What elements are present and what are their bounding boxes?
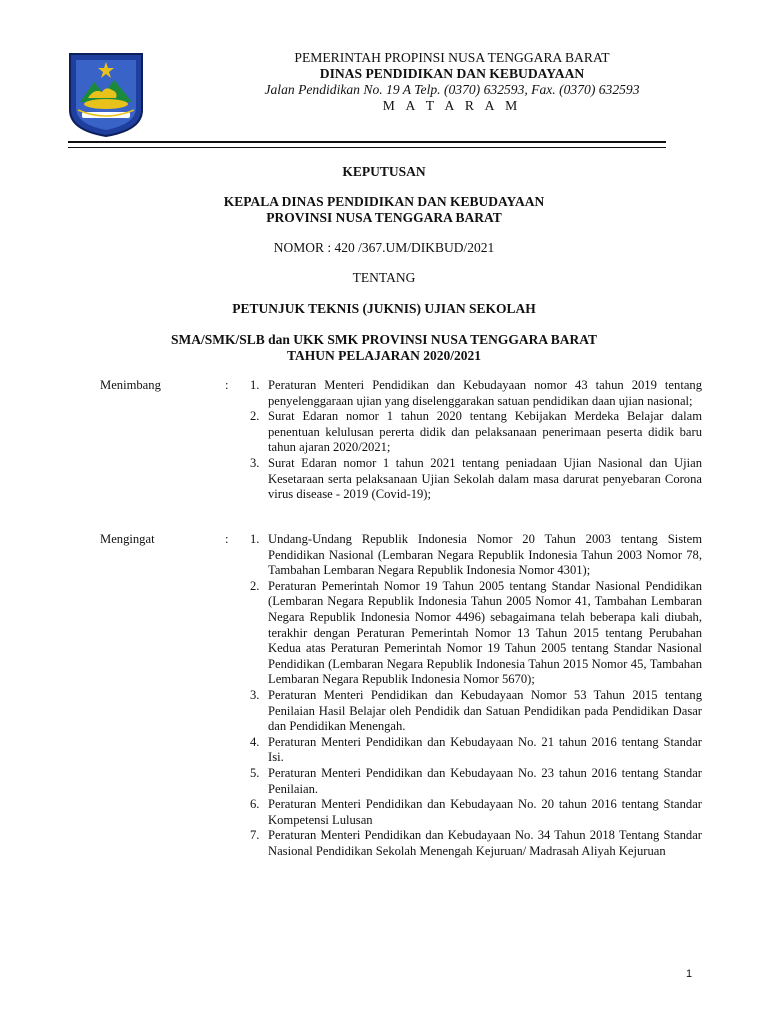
section-label: Menimbang <box>100 378 161 392</box>
item-number: 2. <box>250 409 260 424</box>
list-item <box>250 797 702 828</box>
letterhead-rule-thin <box>68 147 666 148</box>
section-colon: : <box>225 378 229 392</box>
item-text: Peraturan Pemerintah Nomor 19 Tahun 2005 tentang Standar Nasional Pendidikan (Lembaran Negara Republik Indonesia Tahun 2005 Nomor 41, Tambahan Lembaran Negara Republik Indonesia Nomor 4496) sebagaimana telah beberapa kali diubah, terakhir dengan Peraturan Pemerintah Nomor 13 Tahun 2015 tentang Perubahan Kedua atas Peraturan Pemerintah Nomor 19 Tahun 2005 tentang Standar Nasional Pendidikan (Lembaran Negara Republik Indonesia Tahun 2015 Nomor 45, Tambahan Lembaran Negara Republik Indonesia Nomor 5670); <box>268 578 702 687</box>
section-colon: : <box>225 532 229 546</box>
decree-heading: KEPUTUSAN <box>342 164 426 179</box>
item-text: Peraturan Menteri Pendidikan dan Kebudayaan No. 20 tahun 2016 tentang Standar Kompetensi Lulusan <box>268 797 702 827</box>
letterhead-city: M A T A R A M <box>382 98 522 113</box>
letterhead <box>252 50 652 114</box>
list-item <box>250 456 702 503</box>
decree-number: NOMOR : 420 /367.UM/DIKBUD/2021 <box>273 240 495 255</box>
item-number: 1. <box>250 532 260 546</box>
item-text: Peraturan Menteri Pendidikan dan Kebudayaan nomor 43 tahun 2019 tentang penyelenggaraan ujian yang diselenggarakan satuan pendidikan daan ujian nasional; <box>268 378 702 408</box>
item-number: 6. <box>250 797 260 812</box>
letterhead-address: Jalan Pendidikan No. 19 A Telp. (0370) 632593, Fax. (0370) 632593 <box>264 82 640 97</box>
item-text: Peraturan Menteri Pendidikan dan Kebudayaan No. 34 Tahun 2018 Tentang Standar Nasional Pendidikan Sekolah Menengah Kejuruan/ Madrasah Aliyah Kejuruan <box>268 828 702 858</box>
subject-line-3: TAHUN PELAJARAN 2020/2021 <box>286 348 481 363</box>
provincial-emblem-logo <box>68 52 144 138</box>
page-number: 1 <box>686 968 693 980</box>
item-number: 4. <box>250 734 260 749</box>
item-text: Undang-Undang Republik Indonesia Nomor 20 Tahun 2003 tentang Sistem Pendidikan Nasional (Lembaran Negara Republik Indonesia Tahun 2003 Nomor 78, Tambahan Lembaran Negara Republik Indonesia Nomor 4301); <box>268 532 702 578</box>
legal-basis-list <box>250 532 702 859</box>
list-item <box>250 579 702 688</box>
item-number: 7. <box>250 828 260 843</box>
item-number: 3. <box>250 687 260 702</box>
considerations-list <box>250 378 702 503</box>
list-item <box>250 766 702 797</box>
letterhead-agency: DINAS PENDIDIKAN DAN KEBUDAYAAN <box>319 66 585 81</box>
letterhead-government: PEMERINTAH PROPINSI NUSA TENGGARA BARAT <box>294 50 610 65</box>
item-text: Peraturan Menteri Pendidikan dan Kebudayaan No. 21 tahun 2016 tentang Standar Isi. <box>268 734 702 765</box>
list-item <box>250 378 702 409</box>
item-number: 1. <box>250 378 260 392</box>
subject-line-2: SMA/SMK/SLB dan UKK SMK PROVINSI NUSA TENGGARA BARAT <box>171 332 597 347</box>
list-item <box>250 735 702 766</box>
section-label: Mengingat <box>100 532 155 546</box>
list-item <box>250 532 702 579</box>
item-text: Peraturan Menteri Pendidikan dan Kebudayaan Nomor 53 Tahun 2015 tentang Penilaian Hasil Belajar oleh Pendidik dan Satuan Pendidikan pada Pendidikan Dasar dan Pendidikan Menengah. <box>268 687 702 734</box>
letterhead-rule-thick <box>68 141 666 143</box>
list-item <box>250 409 702 456</box>
subject-line-1: PETUNJUK TEKNIS (JUKNIS) UJIAN SEKOLAH <box>232 301 536 316</box>
item-text: Surat Edaran nomor 1 tahun 2020 tentang Kebijakan Merdeka Belajar dalam penentuan kelulusan pererta didik dan pelaksanaan penerimaan peserta didik baru tahun ajaran 2020/2021; <box>268 409 702 455</box>
issuer-line-1: KEPALA DINAS PENDIDIKAN DAN KEBUDAYAAN <box>223 194 545 209</box>
list-item <box>250 688 702 735</box>
list-item <box>250 828 702 859</box>
about-label: TENTANG <box>352 270 416 285</box>
item-number: 5. <box>250 765 260 780</box>
item-text: Surat Edaran nomor 1 tahun 2021 tentang peniadaan Ujian Nasional dan Ujian Kesetaraan serta pelaksanaan Ujian Sekolah dalam masa darurat penyebaran Corona virus disease - 2019 (Covid-19); <box>268 455 702 502</box>
issuer-line-2: PROVINSI NUSA TENGGARA BARAT <box>266 210 502 225</box>
item-text: Peraturan Menteri Pendidikan dan Kebudayaan No. 23 tahun 2016 tentang Standar Penilaian. <box>268 765 702 796</box>
item-number: 2. <box>250 578 260 593</box>
item-number: 3. <box>250 455 260 470</box>
